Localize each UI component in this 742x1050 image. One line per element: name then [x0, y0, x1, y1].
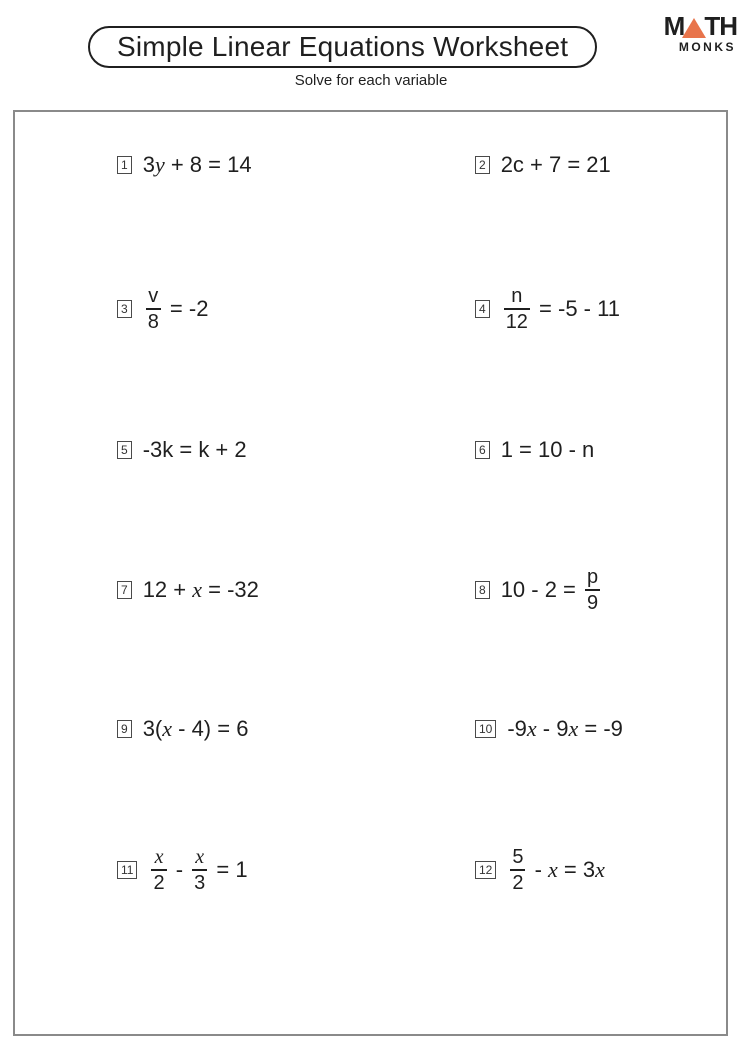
- problem-number-badge: 7: [117, 581, 132, 599]
- equation-segment: -9: [507, 716, 527, 741]
- equation-segment: x: [192, 577, 202, 602]
- fraction: [504, 285, 530, 333]
- equation-segment: 3(: [142, 716, 163, 741]
- fraction-bar: [585, 589, 600, 591]
- fraction-bar: [510, 869, 525, 871]
- math-monks-logo: [645, 13, 737, 54]
- problem-item: [475, 418, 594, 482]
- equation-segment: -: [169, 857, 190, 882]
- equation-segment: 3: [142, 152, 155, 177]
- problem-item: [117, 277, 208, 341]
- logo-text-th: TH: [704, 11, 737, 41]
- problem-number-badge: 5: [117, 441, 132, 459]
- problem-number-badge: 1: [117, 156, 132, 174]
- problem-number-badge: 6: [475, 441, 490, 459]
- equation-segment: 10 - 2 =: [500, 577, 583, 602]
- problems-grid: [15, 112, 726, 1034]
- logo-text-monks: MONKS: [678, 40, 736, 54]
- fraction: [510, 846, 525, 894]
- fraction-numerator: v: [148, 285, 159, 307]
- fraction-numerator: x: [195, 846, 205, 868]
- fraction-bar: [146, 308, 161, 310]
- problem-number-badge: 8: [475, 581, 490, 599]
- problem-number-badge: 9: [117, 720, 132, 738]
- equation: [501, 566, 603, 614]
- equation-segment: 2c + 7 = 21: [500, 152, 611, 177]
- equation-segment: -: [528, 857, 549, 882]
- equation: [501, 152, 611, 178]
- problem-item: [475, 838, 605, 902]
- problem-item: [475, 277, 620, 341]
- equation-segment: = -5 - 11: [532, 296, 620, 321]
- problem-item: [475, 697, 623, 761]
- problem-item: [117, 418, 247, 482]
- fraction-bar: [151, 869, 166, 871]
- fraction-denominator: 9: [587, 592, 599, 614]
- fraction-numerator: p: [587, 566, 599, 588]
- fraction: [151, 846, 166, 894]
- page-title: Simple Linear Equations Worksheet: [117, 31, 569, 62]
- equation-segment: 1 = 10 - n: [500, 437, 595, 462]
- problem-item: [117, 558, 259, 622]
- worksheet-subtitle: Solve for each variable: [294, 72, 448, 89]
- fraction-denominator: 3: [194, 872, 206, 894]
- logo-text-m: M: [663, 11, 685, 41]
- equation: [148, 846, 247, 894]
- equation: [507, 846, 605, 894]
- logo-math-row: [645, 13, 737, 39]
- worksheet-body-frame: [13, 110, 728, 1036]
- fraction-denominator: 2: [512, 872, 524, 894]
- equation-segment: x: [568, 716, 579, 741]
- equation: [143, 152, 252, 178]
- fraction: [146, 285, 161, 333]
- problem-item: [117, 697, 248, 761]
- problem-number-badge: 4: [475, 300, 490, 318]
- problem-number-badge: 12: [475, 861, 496, 879]
- equation-segment: y: [154, 152, 165, 177]
- fraction-denominator: 8: [147, 311, 159, 333]
- equation-segment: = 3: [557, 857, 596, 882]
- equation: [501, 437, 595, 463]
- equation: [143, 716, 249, 742]
- problem-number-badge: 3: [117, 300, 132, 318]
- problem-number-badge: 2: [475, 156, 490, 174]
- equation-segment: - 4) = 6: [172, 716, 249, 741]
- fraction-numerator: x: [154, 846, 164, 868]
- problem-item: [117, 133, 252, 197]
- fraction-numerator: n: [511, 285, 523, 307]
- equation-segment: = -32: [202, 577, 259, 602]
- equation: [507, 716, 623, 742]
- equation-segment: = -9: [578, 716, 623, 741]
- fraction-bar: [504, 308, 530, 310]
- equation: [143, 285, 209, 333]
- equation-segment: - 9: [536, 716, 569, 741]
- equation-segment: x: [595, 857, 605, 882]
- equation: [143, 577, 259, 603]
- equation-segment: -3k = k + 2: [142, 437, 247, 462]
- equation-segment: x: [162, 716, 173, 741]
- title-pill: [88, 26, 597, 68]
- logo-triangle-icon: [682, 18, 706, 38]
- fraction: [585, 566, 600, 614]
- equation-segment: 12 +: [142, 577, 193, 602]
- fraction-denominator: 2: [153, 872, 165, 894]
- equation-segment: x: [526, 716, 537, 741]
- equation-segment: + 8 = 14: [164, 152, 252, 177]
- fraction-numerator: 5: [512, 846, 524, 868]
- problem-number-badge: 11: [117, 861, 137, 879]
- problem-item: [117, 838, 248, 902]
- problem-item: [475, 133, 611, 197]
- equation-segment: = -2: [163, 296, 209, 321]
- equation: [501, 285, 620, 333]
- fraction-denominator: 12: [505, 311, 528, 333]
- equation-segment: x: [548, 857, 558, 882]
- equation: [143, 437, 247, 463]
- fraction-bar: [192, 869, 207, 871]
- equation-segment: = 1: [210, 857, 248, 882]
- problem-number-badge: 10: [475, 720, 496, 738]
- problem-item: [475, 558, 603, 622]
- fraction: [192, 846, 207, 894]
